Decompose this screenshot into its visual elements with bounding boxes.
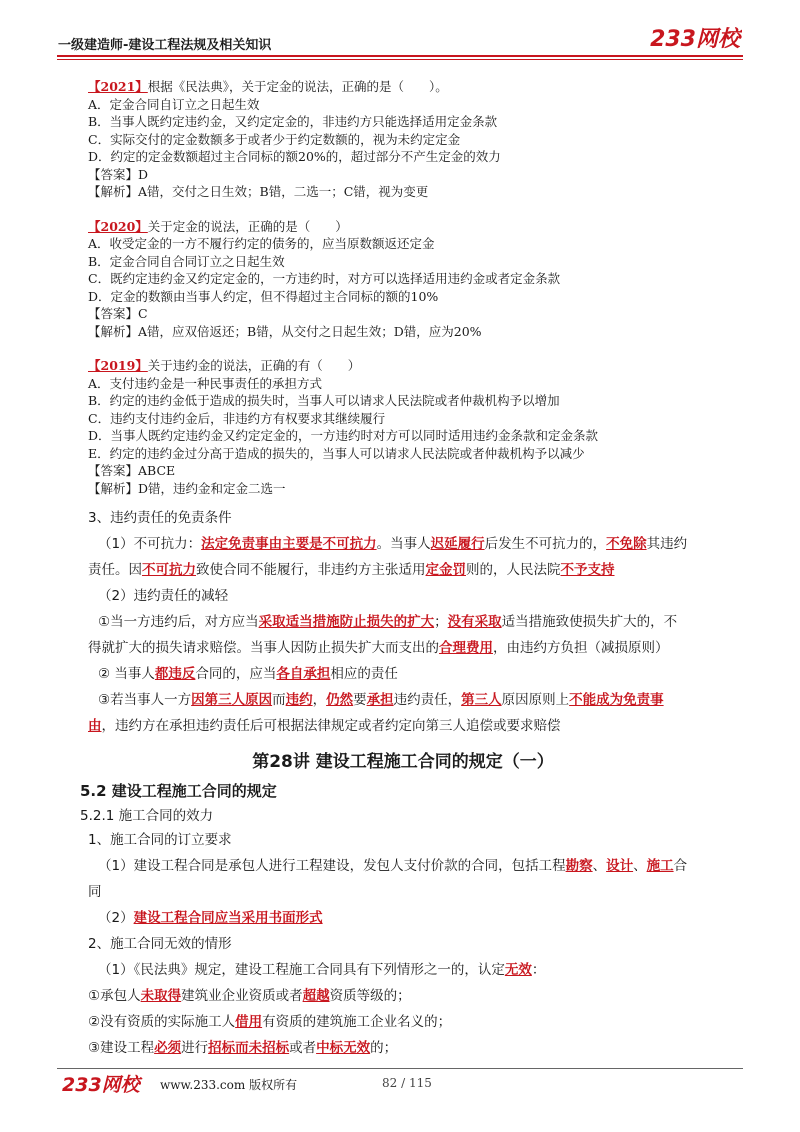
paragraph: 1、施工合同的订立要求 bbox=[88, 832, 232, 848]
paragraph: ①承包人未取得建筑业企业资质或者超越资质等级的； bbox=[88, 988, 411, 1004]
brand-logo bbox=[622, 20, 742, 54]
paragraph: （1）《民法典》规定，建设工程施工合同具有下列情形之一的，认定无效： bbox=[98, 962, 546, 978]
question-2021 bbox=[88, 78, 748, 201]
footer-copyright: www.233.com 版权所有 bbox=[160, 1078, 298, 1092]
option: D．当事人既约定违约金又约定定金的，一方违约时对方可以同时适用违约金条款和定金条款 bbox=[88, 428, 599, 443]
paragraph: 2、施工合同无效的情形 bbox=[88, 936, 232, 952]
question-stem: 【2021】根据《民法典》，关于定金的说法，正确的是（ ）。 bbox=[88, 79, 448, 94]
section-liability-exemption bbox=[88, 505, 748, 739]
lecture-title: 第28讲 建设工程施工合同的规定（一） bbox=[252, 752, 554, 772]
svg-text:233网校: 233网校 bbox=[650, 27, 740, 52]
option: B．当事人既约定违约金，又约定定金的，非违约方只能选择适用定金条款 bbox=[88, 114, 498, 129]
option: B．定金合同自合同订立之日起生效 bbox=[88, 253, 285, 269]
section-heading: 3、违约责任的免责条件 bbox=[88, 510, 232, 526]
paragraph: ③建设工程必须进行招标而未招标或者中标无效的； bbox=[88, 1040, 398, 1056]
option: C．违约支付违约金后，非违约方有权要求其继续履行 bbox=[88, 410, 386, 426]
option: A．收受定金的一方不履行约定的债务的，应当原数额返还定金 bbox=[88, 236, 435, 251]
page-content bbox=[80, 78, 748, 1061]
header-rule bbox=[57, 55, 743, 57]
option: A．定金合同自订立之日起生效 bbox=[88, 96, 260, 112]
option: D．约定的定金数额超过主合同标的额20%的，超过部分不产生定金的效力 bbox=[88, 149, 501, 164]
section-title: 5.2 建设工程施工合同的规定 bbox=[80, 782, 277, 800]
answer: 【答案】D bbox=[88, 166, 149, 182]
option: B．约定的违约金低于造成的损失时，当事人可以请求人民法院或者仲裁机构予以增加 bbox=[88, 393, 560, 408]
answer: 【答案】ABCE bbox=[88, 463, 176, 478]
paragraph: ② 当事人都违反合同的，应当各自承担相应的责任 bbox=[98, 666, 398, 682]
answer: 【答案】C bbox=[88, 306, 148, 321]
header-rule-thin bbox=[57, 59, 743, 60]
page-number: 82 / 115 bbox=[382, 1076, 432, 1090]
paragraph: 责任。因不可抗力致使合同不能履行，非违约方主张适用定金罚则的，人民法院不予支持 bbox=[88, 562, 615, 578]
option: A．支付违约金是一种民事责任的承担方式 bbox=[88, 375, 323, 391]
option: C．实际交付的定金数额多于或者少于约定数额的，视为未约定定金 bbox=[88, 131, 461, 147]
paragraph: 由，违约方在承担违约责任后可根据法律规定或者约定向第三人追偿或要求赔偿 bbox=[88, 718, 561, 734]
footer-logo bbox=[60, 1070, 150, 1096]
paragraph: （2）建设工程合同应当采用书面形式 bbox=[98, 910, 323, 926]
paragraph: （1）建设工程合同是承包人进行工程建设，发包人支付价款的合同，包括工程勘察、设计、施工合 bbox=[98, 858, 688, 874]
question-stem: 【2019】关于违约金的说法，正确的有（ ） bbox=[88, 358, 361, 373]
analysis: 【解析】A错，交付之日生效；B错，二选一；C错，视为变更 bbox=[88, 184, 429, 199]
paragraph: ②没有资质的实际施工人借用有资质的建筑施工企业名义的； bbox=[88, 1014, 452, 1030]
footer-rule bbox=[57, 1068, 743, 1069]
paragraph: 得就扩大的损失请求赔偿。当事人因防止损失扩大而支出的合理费用，由违约方负担（减损原则） bbox=[88, 640, 669, 656]
analysis: 【解析】D错，违约金和定金二选一 bbox=[88, 480, 286, 496]
option: D．定金的数额由当事人约定，但不得超过主合同标的额的10% bbox=[88, 288, 439, 304]
paragraph: （2）违约责任的减轻 bbox=[98, 588, 229, 604]
section-construction-contract bbox=[80, 780, 748, 1061]
paragraph: 同 bbox=[88, 884, 102, 900]
header-title: 一级建造师-建设工程法规及相关知识 bbox=[58, 38, 272, 53]
option: C．既约定违约金又约定定金的，一方违约时，对方可以选择适用违约金或者定金条款 bbox=[88, 271, 561, 286]
analysis: 【解析】A错，应双倍返还；B错，从交付之日起生效；D错，应为20% bbox=[88, 323, 482, 339]
question-stem: 【2020】关于定金的说法，正确的是（ ） bbox=[88, 218, 348, 234]
subsection-title: 5.2.1 施工合同的效力 bbox=[80, 808, 214, 824]
question-2019 bbox=[88, 357, 748, 497]
paragraph: ③若当事人一方因第三人原因而违约，仍然要承担违约责任，第三人原因原则上不能成为免责事 bbox=[98, 692, 664, 708]
option: E．约定的违约金过分高于造成的损失的，当事人可以请求人民法院或者仲裁机构予以减少 bbox=[88, 445, 585, 461]
paragraph: （1）不可抗力：法定免责事由主要是不可抗力。当事人迟延履行后发生不可抗力的，不免除其违约 bbox=[98, 536, 688, 552]
paragraph: ①当一方违约后，对方应当采取适当措施防止损失的扩大；没有采取适当措施致使损失扩大的，不 bbox=[98, 614, 678, 630]
svg-text:233网校: 233网校 bbox=[62, 1074, 140, 1096]
question-2020 bbox=[88, 218, 748, 341]
